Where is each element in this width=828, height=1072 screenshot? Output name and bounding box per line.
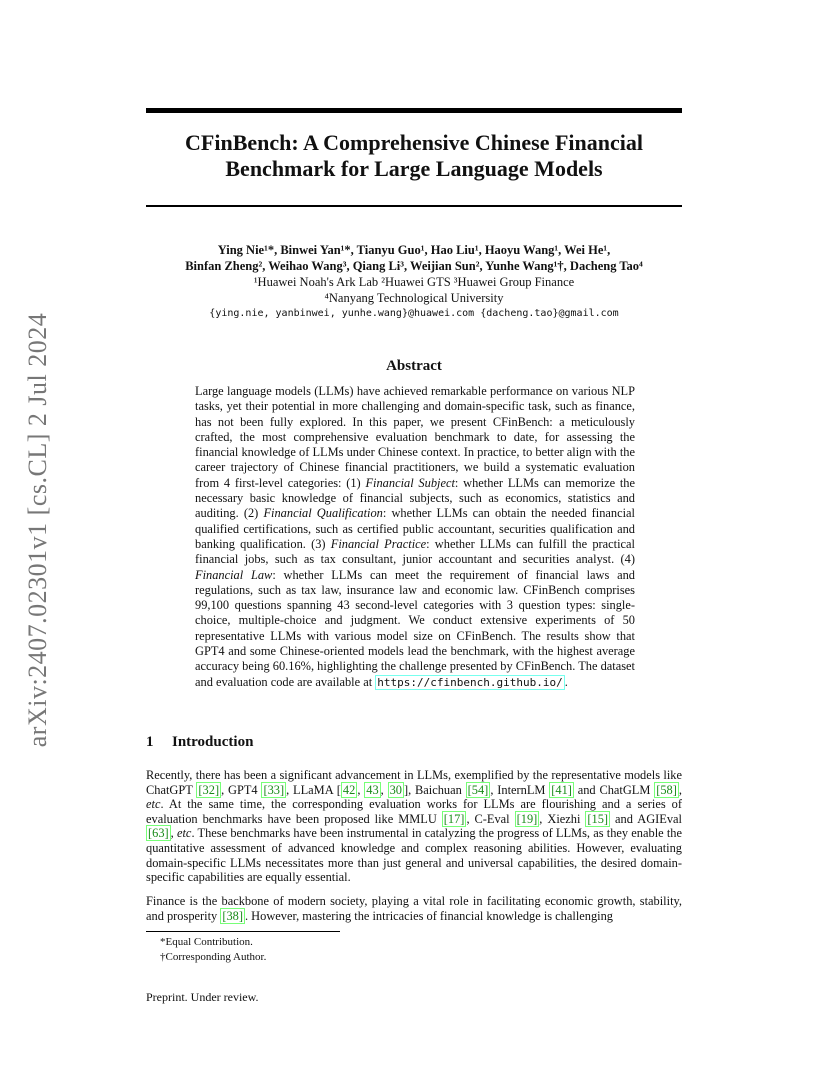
intro-paragraph-1	[146, 768, 682, 885]
intro-text: . At the same time, the corresponding evaluation works for LLMs are flourishing and a series of evaluation benchmarks have been proposed like MMLU	[146, 797, 682, 826]
citation-link[interactable]: 43	[366, 782, 379, 797]
intro-text: ,	[678, 782, 682, 797]
intro-text: Finance is the backbone of modern society, playing a vital role in facilitating economic growth, stability, and prosperity	[146, 894, 682, 923]
abstract-body	[195, 384, 635, 690]
footnote-equal-contribution: *Equal Contribution.	[160, 936, 253, 948]
title-line-1: CFinBench: A Comprehensive Chinese Financial	[185, 130, 643, 155]
abstract-text-3: : whether LLMs can obtain the needed financial qualified certifications, such as certified public accountant, securities qualification and banking qualification. (3)	[195, 506, 636, 551]
citation-link[interactable]: [32]	[198, 782, 220, 797]
author-emails: {ying.nie, yanbinwei, yunhe.wang}@huawei.com {dacheng.tao}@gmail.com	[209, 308, 619, 319]
intro-text: , GPT4	[221, 782, 262, 797]
category-financial-qualification: Financial Qualification	[263, 506, 383, 521]
section-number: 1	[146, 734, 154, 750]
abstract-heading: Abstract	[386, 358, 442, 374]
abstract-text-5: : whether LLMs can meet the requirement of financial laws and regulations, such as tax law, insurance law and economic law. CFinBench comprises 99,100 questions spanning 43 second-level categories with 3 question types: single-choice, multiple-choice and judgment. We conduct extensive experiments of 50 representative LLMs with various model size on CFinBench. The results show that GPT4 and some Chinese-oriented models lead the benchmark, with the highest average accuracy being 60.16%, highlighting the challenge presented by CFinBench. The dataset and evaluation code are available at	[195, 567, 635, 689]
citation-link[interactable]: [17]	[443, 811, 465, 826]
intro-text: and ChatGLM	[573, 782, 655, 797]
author-line-2: Binfan Zheng², Weihao Wang³, Qiang Li³, Weijian Sun², Yunhe Wang¹†, Dacheng Tao⁴	[185, 259, 643, 273]
intro-text: ,	[170, 826, 177, 841]
intro-paragraph-2	[146, 894, 682, 923]
citation-link[interactable]: 42	[342, 782, 356, 797]
abstract-text-1: Large language models (LLMs) have achieved remarkable performance on various NLP tasks, yet their potential in more challenging and domain-specific task, such as finance, has not been fully explored. In this paper, we present CFinBench: a meticulously crafted, the most comprehensive evaluation benchmark to date, for assessing the financial knowledge of LLMs under Chinese context. In practice, to better align with the career trajectory of Chinese financial practitioners, we build a systematic evaluation from 4 first-level categories: (1)	[195, 384, 635, 490]
intro-text: , InternLM	[490, 782, 550, 797]
section-title: Introduction	[172, 734, 254, 750]
intro-text: Recently, there has been a significant advancement in LLMs, exemplified by the representative models like ChatGPT	[146, 768, 682, 797]
project-url-link[interactable]: https://cfinbench.github.io/	[377, 675, 563, 689]
intro-etc: etc	[176, 826, 192, 841]
title-line-2: Benchmark for Large Language Models	[225, 156, 603, 181]
citation-link[interactable]: [15]	[587, 811, 609, 826]
footnote-rule	[146, 931, 340, 932]
citation-link[interactable]: [54]	[467, 782, 489, 797]
intro-text: , LLaMA [	[286, 782, 341, 797]
section-heading-introduction	[146, 734, 253, 751]
intro-etc: etc	[146, 797, 161, 812]
citation-link[interactable]: 30	[389, 782, 402, 797]
paper-title	[146, 130, 682, 182]
intro-text: ,	[380, 782, 388, 797]
abstract-text-4: : whether LLMs can fulfill the practical financial jobs, such as tax consultant, junior accountant and securities analyst. (4)	[195, 536, 635, 567]
intro-text: , C-Eval	[466, 811, 515, 826]
intro-text: ], Baichuan	[403, 782, 466, 797]
citation-link[interactable]: [58]	[656, 782, 677, 797]
title-top-rule	[146, 108, 682, 113]
footnote-corresponding-author: †Corresponding Author.	[160, 951, 267, 963]
author-line-1: Ying Nie¹*, Binwei Yan¹*, Tianyu Guo¹, Hao Liu¹, Haoyu Wang¹, Wei He¹,	[217, 243, 611, 257]
citation-link[interactable]: [19]	[516, 811, 538, 826]
citation-link[interactable]: [41]	[551, 782, 572, 797]
author-block	[130, 242, 698, 322]
category-financial-subject: Financial Subject	[365, 475, 455, 490]
intro-text: ,	[357, 782, 365, 797]
abstract-text-2: : whether LLMs can memorize the necessary basic knowledge of financial subjects, such as economics, statistics and auditing. (2)	[195, 475, 636, 521]
arxiv-sidebar	[18, 300, 58, 760]
intro-text: , Xiezhi	[539, 811, 586, 826]
title-bottom-rule	[146, 205, 682, 207]
intro-text: . However, mastering the intricacies of financial knowledge is challenging	[244, 908, 613, 923]
abstract-end: .	[564, 674, 568, 689]
citation-link[interactable]: [33]	[263, 782, 285, 797]
affiliation-line-1: ¹Huawei Noah's Ark Lab ²Huawei GTS ³Huawei Group Finance	[253, 275, 575, 289]
category-financial-law: Financial Law	[195, 567, 273, 582]
category-financial-practice: Financial Practice	[330, 536, 427, 551]
arxiv-id: arXiv:2407.02301v1 [cs.CL] 2 Jul 2024	[23, 312, 52, 748]
intro-text: . These benchmarks have been instrumental in catalyzing the progress of LLMs, as they enable the quantitative assessment of advanced knowledge and complex reasoning abilities. However, evaluating domain-specific LLMs necessitates more than just general and universal capabilities, the desired domain-specific capabilities are equally essential.	[146, 826, 682, 885]
citation-link[interactable]: [63]	[148, 826, 169, 841]
citation-link[interactable]: [38]	[222, 908, 243, 923]
preprint-footer: Preprint. Under review.	[146, 990, 259, 1004]
intro-text: and AGIEval	[610, 811, 682, 826]
affiliation-line-2: ⁴Nanyang Technological University	[324, 291, 504, 305]
